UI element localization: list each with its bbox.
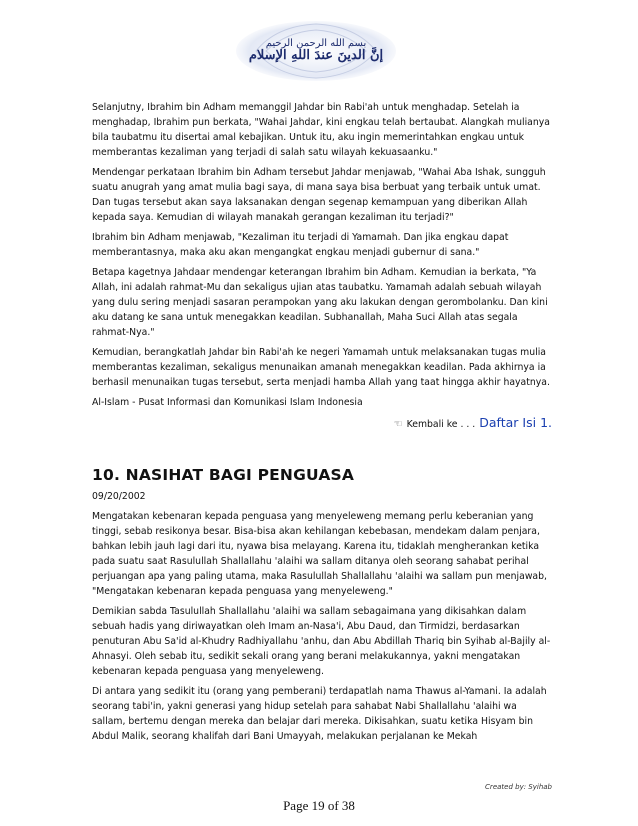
- back-to-toc: [92, 415, 552, 432]
- banner-verse: إنَّ الدينَ عندَ اللهِ الإسلام: [248, 48, 384, 64]
- toc-link-number[interactable]: 1.: [540, 415, 552, 430]
- paragraph: Betapa kagetnya Jahdaar mendengar keterangan Ibrahim bin Adham. Kemudian ia berkata, "Ya Allah, ini adalah rahmat-Mu dan sekaligus ujian atas taubatku. Yamamah adalah sebuah wilayah yang dulu sering menjadi sasaran perampokan yang aku lakukan dengan gerombolanku. Dan kini aku datang ke sana untuk menegakkan keadilan. Subhanallah, Maha Suci Allah atas segala rahmat-Nya.": [92, 267, 548, 338]
- header-banner: [236, 20, 396, 82]
- paragraph: Ibrahim bin Adham menjawab, "Kezaliman itu terjadi di Yamamah. Dan jika engkau dapat memberantasnya, maka aku akan mengangkat engkau menjadi gubernur di sana.": [92, 232, 509, 258]
- paragraph: Mengatakan kebenaran kepada penguasa yang menyeleweng memang perlu keberanian yang tinggi, sebab resikonya besar. Bisa-bisa akan kehilangan kebebasan, mendekam dalam penjara, bahkan lebih jauh lagi dari itu, nyawa bisa melayang. Karena itu, tidaklah mengherankan ketika pada suatu saat Rasulullah Shallallahu 'alaihi wa sallam ditanya oleh seorang sahabat perihal perjuangan apa yang paling utama, maka Rasulullah Shallallahu 'alaihi wa sallam pun menjawab, "Mengatakan kebenaran kepada penguasa yang menyeleweng.": [92, 511, 547, 597]
- section-heading: 10. NASIHAT BAGI PENGUASA: [92, 466, 355, 484]
- paragraph: Selanjutny, Ibrahim bin Adham memanggil Jahdar bin Rabi'ah untuk menghadap. Setelah ia menghadap, Ibrahim pun berkata, "Wahai Jahdar, kini engkau telah bertaubat. Alangkah mulianya bila taubatmu itu disertai amal kebajikan. Untuk itu, aku ingin memerintahkan engkau untuk memberantas kezaliman yang terjadi di salah satu wilayah kekuasaanku.": [92, 102, 550, 158]
- paragraph: Demikian sabda Tasulullah Shallallahu 'alaihi wa sallam sebagaimana yang dikisahkan dalam sebuah hadis yang diriwayatkan oleh Imam an-Nasa'i, Abu Daud, dan Tirmidzi, berdasarkan penuturan Abu Sa'id al-Khudry Radhiyallahu 'anhu, dan Abu Abdillah Thariq bin Syihab al-Bajily al-Ahnasyi. Oleh sebab itu, sedikit sekali orang yang berani melakukannya, yakni mengatakan kebenaran kepada penguasa yang menyeleweng.: [92, 606, 551, 677]
- paragraph: Kemudian, berangkatlah Jahdar bin Rabi'ah ke negeri Yamamah untuk melaksanakan tugas mulia memberantas kezaliman, sekaligus menunaikan amanah menegakkan keadilan. Pada akhirnya ia berhasil menunaikan tugas tersebut, serta menjadi hamba Allah yang taat hingga akhir hayatnya.: [92, 347, 550, 388]
- created-by: Created by: Syihab: [485, 783, 552, 791]
- document-body: [92, 100, 552, 749]
- page-number: Page 19 of 38: [283, 798, 355, 813]
- back-link-prefix: Kembali ke . . .: [406, 419, 476, 430]
- banner-basmala: بسم الله الرحمن الرحيم: [265, 37, 367, 49]
- paragraph: Di antara yang sedikit itu (orang yang pemberani) terdapatlah nama Thawus al-Yamani. Ia adalah seorang tabi'in, yakni generasi yang hidup setelah para sahabat Nabi Shallallahu 'alaihi wa sallam, bertemu dengan mereka dan belajar dari mereka. Dikisahkan, suatu ketika Hisyam bin Abdul Malik, seorang khalifah dari Bani Umayyah, melakukan perjalanan ke Mekah: [92, 686, 547, 742]
- toc-link[interactable]: Daftar Isi: [479, 415, 537, 430]
- source-credit: Al-Islam - Pusat Informasi dan Komunikasi Islam Indonesia: [92, 397, 363, 408]
- section-date: 09/20/2002: [92, 491, 146, 502]
- pointing-hand-icon: ☜: [393, 419, 403, 430]
- paragraph: Mendengar perkataan Ibrahim bin Adham tersebut Jahdar menjawab, "Wahai Aba Ishak, sungguh suatu anugrah yang amat mulia bagi saya, di mana saya bisa berbuat yang terbaik untuk umat. Dan tugas tersebut akan saya laksanakan dengan segenap kemampuan yang diberikan Allah kepada saya. Kemudian di wilayah manakah gerangan kezaliman itu terjadi?": [92, 167, 546, 223]
